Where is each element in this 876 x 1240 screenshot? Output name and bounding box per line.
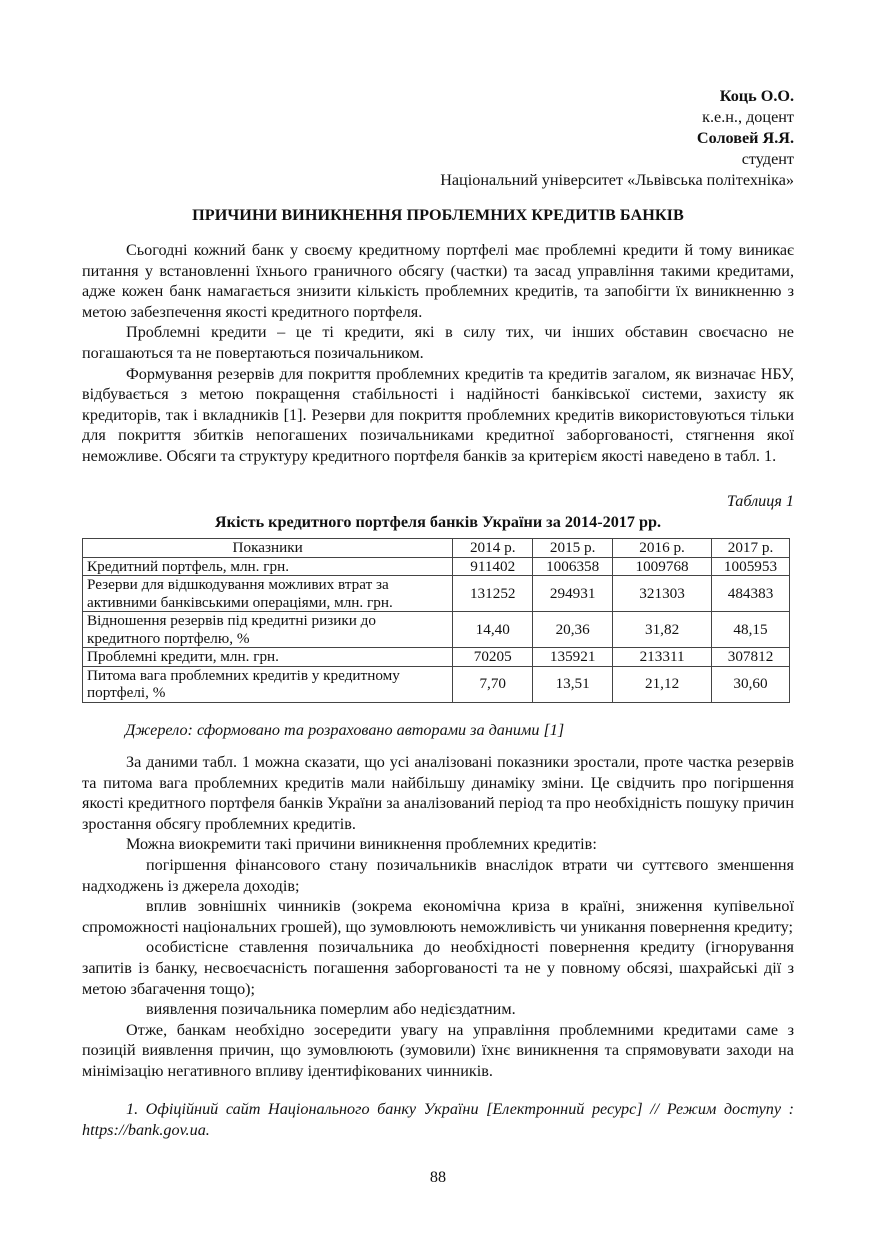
cell-value: 321303: [613, 576, 712, 612]
cell-value: 307812: [712, 648, 790, 667]
table-header-row: [83, 539, 790, 558]
cell-value: 213311: [613, 648, 712, 667]
cell-value: 484383: [712, 576, 790, 612]
cell-value: 1006358: [533, 557, 613, 576]
cell-value: 48,15: [712, 612, 790, 648]
table-row: [83, 666, 790, 702]
cell-value: 21,12: [613, 666, 712, 702]
author-block: [440, 86, 794, 191]
table-row: [83, 576, 790, 612]
column-header: 2014 р.: [453, 539, 533, 558]
table-title: Якість кредитного портфеля банків України за 2014-2017 рр.: [214, 513, 662, 531]
cell-value: 1005953: [712, 557, 790, 576]
author-name: Коць О.О.: [719, 87, 794, 105]
author-role: к.е.н., доцент: [702, 108, 794, 126]
author-role: студент: [741, 150, 794, 168]
table-label: Таблиця 1: [726, 492, 794, 510]
cell-value: 14,40: [453, 612, 533, 648]
conclusion-paragraph: Отже, банкам необхідно зосередити увагу на управління проблемними кредитами саме з позицій виявлення причин, що зумовлюють (зумовили) їхнє виникнення та спрямовувати заходи на мінімізацію негативного впливу ідентифікованих чинників.: [82, 1020, 794, 1080]
row-label: Резерви для відшкодування можливих втрат за активними банківськими операціями, млн. грн.: [83, 576, 453, 612]
cell-value: 135921: [533, 648, 613, 667]
table-row: [83, 612, 790, 648]
cell-value: 20,36: [533, 612, 613, 648]
cell-value: 7,70: [453, 666, 533, 702]
cell-value: 911402: [453, 557, 533, 576]
cell-value: 13,51: [533, 666, 613, 702]
cause-item: виявлення позичальника померлим або недієздатним.: [146, 1000, 516, 1019]
cause-item: погіршення фінансового стану позичальників внаслідок втрати чи суттєвого зменшення надходжень із джерела доходів;: [82, 855, 794, 895]
cell-value: 1009768: [613, 557, 712, 576]
row-label: Кредитний портфель, млн. грн.: [83, 557, 453, 576]
paragraph: Сьогодні кожний банк у своєму кредитному портфелі має проблемні кредити й тому виникає питання у встановленні їхнього граничного обсягу (частки) та засад управління такими кредитами, адже кожен банк намагається знизити кількість проблемних кредитів, та запобігти їх виникненню з метою забезпечення якості кредитного портфеля.: [82, 241, 794, 321]
cell-value: 131252: [453, 576, 533, 612]
author-name: Соловей Я.Я.: [696, 129, 794, 147]
cause-item: вплив зовнішніх чинників (зокрема економічна криза в країні, зниження купівельної спроможності національних грошей), що зумовлюють неможливість чи уникання повернення кредиту;: [82, 897, 794, 936]
data-table: [82, 538, 790, 703]
paper-title: ПРИЧИНИ ВИНИКНЕННЯ ПРОБЛЕМНИХ КРЕДИТІВ БАНКІВ: [192, 206, 684, 224]
affiliation: Національний університет «Львівська політехніка»: [440, 171, 794, 189]
row-label: Проблемні кредити, млн. грн.: [83, 648, 453, 667]
cell-value: 294931: [533, 576, 613, 612]
cause-item: особистісне ставлення позичальника до необхідності повернення кредиту (ігнорування запитів із банку, несвоєчасність погашення заборгованості та не у повному обсязі, шахрайські дії з метою збагачення тощо);: [82, 938, 794, 998]
table-source: Джерело: сформовано та розраховано авторами за даними [1]: [125, 721, 565, 739]
paragraph: Проблемні кредити – це ті кредити, які в силу тих, чи інших обставин своєчасно не погашаються та не повертаються позичальником.: [82, 323, 794, 362]
row-label: Питома вага проблемних кредитів у кредитному портфелі, %: [83, 666, 453, 702]
paragraph: За даними табл. 1 можна сказати, що усі аналізовані показники зростали, проте частка резервів та питома вага проблемних кредитів мали найбільшу динаміку зміни. Це свідчить про погіршення якості кредитного портфеля банків України за аналізований період та про необхідність пошуку причин зростання обсягу проблемних кредитів.: [82, 753, 794, 833]
row-label: Відношення резервів під кредитні ризики до кредитного портфелю, %: [83, 612, 453, 648]
cell-value: 30,60: [712, 666, 790, 702]
page-number: 88: [429, 1168, 447, 1186]
reference-item: 1. Офіційний сайт Національного банку України [Електронний ресурс] // Режим доступу : https://bank.gov.ua.: [82, 1100, 794, 1139]
table-row: [83, 557, 790, 576]
cell-value: 70205: [453, 648, 533, 667]
references: [82, 1099, 794, 1141]
cell-value: 31,82: [613, 612, 712, 648]
analysis-section: [82, 752, 794, 1082]
column-header: 2015 р.: [533, 539, 613, 558]
paragraph: Можна виокремити такі причини виникнення проблемних кредитів:: [126, 835, 597, 854]
table-row: [83, 648, 790, 667]
column-header: 2016 р.: [613, 539, 712, 558]
column-header: Показники: [83, 539, 453, 558]
paragraph: Формування резервів для покриття проблемних кредитів та кредитів загалом, як визначає НБУ, відбувається з метою покращення стабільності і надійності банківської системи, захисту як кредиторів, так і вкладників [1]. Резерви для покриття проблемних кредитів використовуються тільки для покриття збитків непогашених позичальниками кредитної заборгованості, стягнення якої неможливе. Обсяги та структуру кредитного портфеля банків за критерієм якості наведено в табл. 1.: [82, 364, 794, 465]
column-header: 2017 р.: [712, 539, 790, 558]
intro-section: [82, 240, 794, 467]
